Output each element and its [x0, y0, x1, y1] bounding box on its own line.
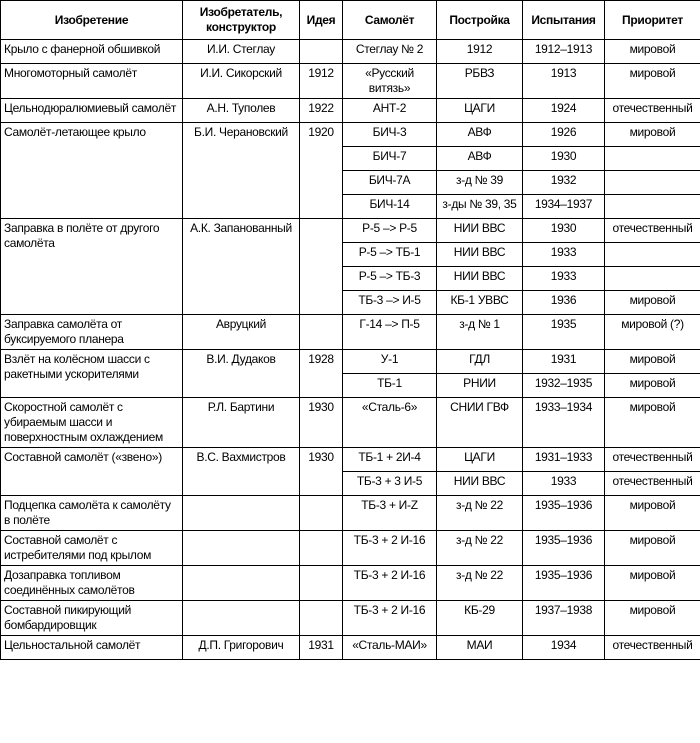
cell-inventor: И.И. Сикорский [183, 64, 300, 99]
cell-priority: мировой [605, 531, 700, 566]
cell-priority: мировой [605, 123, 700, 147]
cell-idea [300, 566, 343, 601]
table-row [1, 566, 700, 601]
cell-priority: мировой [605, 398, 700, 448]
cell-plane: ТБ-3 + 2 И-16 [343, 601, 437, 636]
cell-priority [605, 147, 700, 171]
cell-plane: Стеглау № 2 [343, 40, 437, 64]
header-idea: Идея [300, 1, 343, 40]
cell-plane: ТБ-3 + 2 И-16 [343, 531, 437, 566]
cell-priority: мировой [605, 350, 700, 374]
cell-build: з-ды № 39, 35 [437, 195, 523, 219]
cell-plane: АНТ-2 [343, 99, 437, 123]
cell-inventor: И.И. Стеглау [183, 40, 300, 64]
header-priority: Приоритет [605, 1, 700, 40]
cell-test: 1912–1913 [523, 40, 605, 64]
cell-invention: Составной пикирующий бомбардировщик [1, 601, 183, 636]
cell-idea: 1930 [300, 398, 343, 448]
cell-invention: Цельностальной самолёт [1, 636, 183, 660]
cell-build: МАИ [437, 636, 523, 660]
table-row [1, 601, 700, 636]
cell-inventor [183, 531, 300, 566]
cell-invention: Самолёт-летающее крыло [1, 123, 183, 219]
cell-plane: ТБ-3 + И-Z [343, 496, 437, 531]
cell-build: з-д № 22 [437, 566, 523, 601]
table-row [1, 219, 700, 243]
cell-idea: 1931 [300, 636, 343, 660]
cell-priority: мировой [605, 601, 700, 636]
cell-build: з-д № 1 [437, 315, 523, 350]
cell-priority: отечественный [605, 448, 700, 472]
cell-test: 1913 [523, 64, 605, 99]
table-row [1, 531, 700, 566]
cell-idea: 1930 [300, 448, 343, 496]
cell-invention: Цельнодюралюмиевый самолёт [1, 99, 183, 123]
cell-test: 1930 [523, 219, 605, 243]
table-row [1, 40, 700, 64]
cell-test: 1933 [523, 267, 605, 291]
cell-invention: Взлёт на колёсном шасси с ракетными ускорителями [1, 350, 183, 398]
cell-invention: Заправка в полёте от другого самолёта [1, 219, 183, 315]
cell-inventor: Р.Л. Бартини [183, 398, 300, 448]
cell-plane: У-1 [343, 350, 437, 374]
cell-idea [300, 315, 343, 350]
cell-test: 1924 [523, 99, 605, 123]
cell-invention: Скоростной самолёт с убираемым шасси и поверхностным охлаждением [1, 398, 183, 448]
cell-idea [300, 531, 343, 566]
cell-idea: 1922 [300, 99, 343, 123]
cell-plane: ТБ-1 [343, 374, 437, 398]
cell-test: 1930 [523, 147, 605, 171]
cell-test: 1935–1936 [523, 566, 605, 601]
header-row [1, 1, 700, 40]
cell-build: ЦАГИ [437, 99, 523, 123]
cell-plane: БИЧ-7А [343, 171, 437, 195]
cell-plane: БИЧ-3 [343, 123, 437, 147]
cell-inventor: А.К. Запанованный [183, 219, 300, 315]
cell-inventor [183, 601, 300, 636]
cell-priority: отечественный [605, 219, 700, 243]
cell-build: РНИИ [437, 374, 523, 398]
cell-inventor: Б.И. Черановский [183, 123, 300, 219]
cell-plane: ТБ-3 + 2 И-16 [343, 566, 437, 601]
cell-priority [605, 195, 700, 219]
cell-plane: Р-5 –> Р-5 [343, 219, 437, 243]
cell-build: НИИ ВВС [437, 243, 523, 267]
header-invention: Изобретение [1, 1, 183, 40]
cell-plane: ТБ-3 + 3 И-5 [343, 472, 437, 496]
cell-test: 1935–1936 [523, 531, 605, 566]
cell-plane: «Сталь-МАИ» [343, 636, 437, 660]
cell-priority: отечественный [605, 472, 700, 496]
cell-plane: Р-5 –> ТБ-1 [343, 243, 437, 267]
cell-inventor: В.С. Вахмистров [183, 448, 300, 496]
cell-test: 1931 [523, 350, 605, 374]
cell-priority: мировой [605, 64, 700, 99]
cell-inventor: Д.П. Григорович [183, 636, 300, 660]
cell-build: з-д № 39 [437, 171, 523, 195]
cell-test: 1932 [523, 171, 605, 195]
cell-idea [300, 496, 343, 531]
cell-invention: Составной самолёт («звено») [1, 448, 183, 496]
cell-plane: ТБ-1 + 2И-4 [343, 448, 437, 472]
table-row [1, 99, 700, 123]
cell-build: ГДЛ [437, 350, 523, 374]
cell-inventor [183, 566, 300, 601]
cell-plane: Г-14 –> П-5 [343, 315, 437, 350]
cell-plane: «Сталь-6» [343, 398, 437, 448]
table-row [1, 636, 700, 660]
cell-priority: отечественный [605, 636, 700, 660]
table-body [1, 40, 700, 660]
cell-invention: Дозаправка топливом соединённых самолётов [1, 566, 183, 601]
cell-invention: Заправка самолёта от буксируемого планера [1, 315, 183, 350]
cell-invention: Крыло с фанерной обшивкой [1, 40, 183, 64]
cell-build: ЦАГИ [437, 448, 523, 472]
cell-test: 1934 [523, 636, 605, 660]
cell-plane: БИЧ-14 [343, 195, 437, 219]
cell-priority: мировой [605, 496, 700, 531]
cell-build: НИИ ВВС [437, 267, 523, 291]
header-build: Постройка [437, 1, 523, 40]
table-row [1, 496, 700, 531]
cell-idea [300, 219, 343, 315]
cell-test: 1935–1936 [523, 496, 605, 531]
cell-test: 1935 [523, 315, 605, 350]
cell-inventor: Авруцкий [183, 315, 300, 350]
cell-build: СНИИ ГВФ [437, 398, 523, 448]
cell-priority [605, 243, 700, 267]
cell-test: 1931–1933 [523, 448, 605, 472]
cell-test: 1933–1934 [523, 398, 605, 448]
cell-test: 1933 [523, 472, 605, 496]
cell-priority [605, 267, 700, 291]
table-row [1, 123, 700, 147]
cell-inventor [183, 496, 300, 531]
cell-inventor: А.Н. Туполев [183, 99, 300, 123]
cell-invention: Составной самолёт с истребителями под крылом [1, 531, 183, 566]
cell-build: КБ-1 УВВС [437, 291, 523, 315]
table-row [1, 315, 700, 350]
cell-build: КБ-29 [437, 601, 523, 636]
cell-invention: Многомоторный самолёт [1, 64, 183, 99]
cell-priority: отечественный [605, 99, 700, 123]
cell-plane: ТБ-3 –> И-5 [343, 291, 437, 315]
cell-build: РБВЗ [437, 64, 523, 99]
cell-build: НИИ ВВС [437, 219, 523, 243]
cell-build: АВФ [437, 123, 523, 147]
cell-build: з-д № 22 [437, 496, 523, 531]
cell-priority: мировой [605, 374, 700, 398]
cell-idea: 1912 [300, 64, 343, 99]
cell-test: 1933 [523, 243, 605, 267]
cell-plane: Р-5 –> ТБ-3 [343, 267, 437, 291]
cell-build: НИИ ВВС [437, 472, 523, 496]
table-row [1, 64, 700, 99]
header-inventor: Изобретатель, конструктор [183, 1, 300, 40]
cell-inventor: В.И. Дудаков [183, 350, 300, 398]
cell-priority: мировой [605, 566, 700, 601]
cell-idea: 1928 [300, 350, 343, 398]
cell-idea [300, 601, 343, 636]
cell-priority: мировой (?) [605, 315, 700, 350]
cell-test: 1936 [523, 291, 605, 315]
cell-test: 1926 [523, 123, 605, 147]
header-test: Испытания [523, 1, 605, 40]
cell-build: 1912 [437, 40, 523, 64]
cell-priority [605, 171, 700, 195]
header-plane: Самолёт [343, 1, 437, 40]
cell-plane: БИЧ-7 [343, 147, 437, 171]
table-row [1, 350, 700, 374]
cell-build: АВФ [437, 147, 523, 171]
cell-plane: «Русский витязь» [343, 64, 437, 99]
cell-test: 1937–1938 [523, 601, 605, 636]
table-row [1, 448, 700, 472]
cell-build: з-д № 22 [437, 531, 523, 566]
cell-priority: мировой [605, 291, 700, 315]
cell-test: 1932–1935 [523, 374, 605, 398]
cell-invention: Подцепка самолёта к самолёту в полёте [1, 496, 183, 531]
cell-idea [300, 40, 343, 64]
table-row [1, 398, 700, 448]
cell-priority: мировой [605, 40, 700, 64]
cell-test: 1934–1937 [523, 195, 605, 219]
cell-idea: 1920 [300, 123, 343, 219]
